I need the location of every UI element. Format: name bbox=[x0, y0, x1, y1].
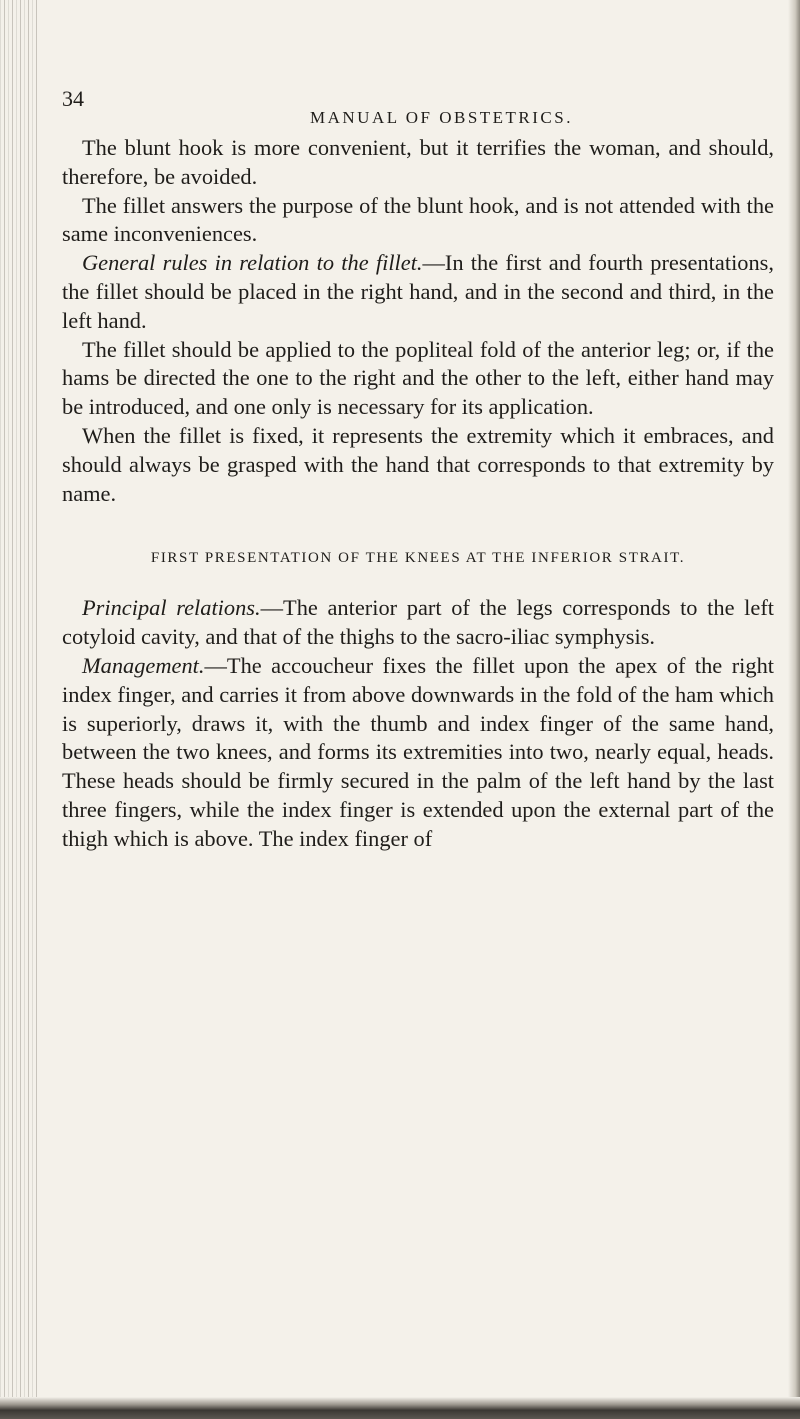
run-in-heading: Management. bbox=[82, 652, 205, 678]
paragraph-text: —In the first and fourth presentations, the fillet should be placed in the right hand, and in the second and third, in the left hand. bbox=[62, 250, 774, 333]
page-bottom-edge bbox=[0, 1397, 800, 1419]
paragraph bbox=[62, 594, 774, 652]
paragraph bbox=[62, 336, 774, 422]
page-right-edge bbox=[788, 0, 800, 1419]
paragraph bbox=[62, 422, 774, 508]
paragraph bbox=[62, 134, 774, 192]
paragraph-text: The fillet answers the purpose of the blunt hook, and is not attended with the same inconveniences. bbox=[62, 192, 774, 247]
paragraph-text: —The anterior part of the legs corresponds to the left cotyloid cavity, and that of the thighs to the sacro-iliac symphysis. bbox=[62, 595, 775, 650]
paragraph-text: When the fillet is fixed, it represents the extremity which it embraces, and should always be grasped with the hand that corresponds to that extremity by name. bbox=[62, 422, 774, 506]
page-header bbox=[62, 78, 774, 134]
paragraph bbox=[62, 652, 774, 854]
running-head: MANUAL OF OBSTETRICS. bbox=[310, 108, 573, 127]
page-binding-edge bbox=[0, 0, 40, 1419]
paragraph bbox=[62, 192, 774, 250]
paragraph bbox=[62, 249, 774, 335]
book-page bbox=[62, 78, 774, 854]
paragraph-text: The fillet should be applied to the popliteal fold of the anterior leg; or, if the hams be directed the one to the right and the other to the left, either hand may be introduced, and one only is necessary for its application. bbox=[62, 336, 774, 420]
body-text bbox=[62, 134, 774, 854]
paragraph-text: The blunt hook is more convenient, but it terrifies the woman, and should, therefore, be avoided. bbox=[62, 135, 774, 189]
paragraph-text: —The accoucheur fixes the fillet upon the apex of the right index finger, and carries it from above downwards in the fold of the ham which is superiorly, draws it, with the thumb and index finger of the same hand, between the two knees, and forms its extremities into two, nearly equal, heads. These heads should be firmly secured in the palm of the left hand by the last three fingers, while the index finger is extended upon the external part of the thigh which is above. The index finger of bbox=[62, 652, 774, 851]
run-in-heading: General rules in relation to the fillet. bbox=[82, 250, 423, 276]
section-heading: FIRST PRESENTATION OF THE KNEES AT THE INFERIOR STRAIT. bbox=[150, 550, 686, 567]
page-number: 34 bbox=[62, 86, 84, 111]
run-in-heading: Principal relations. bbox=[82, 595, 261, 621]
